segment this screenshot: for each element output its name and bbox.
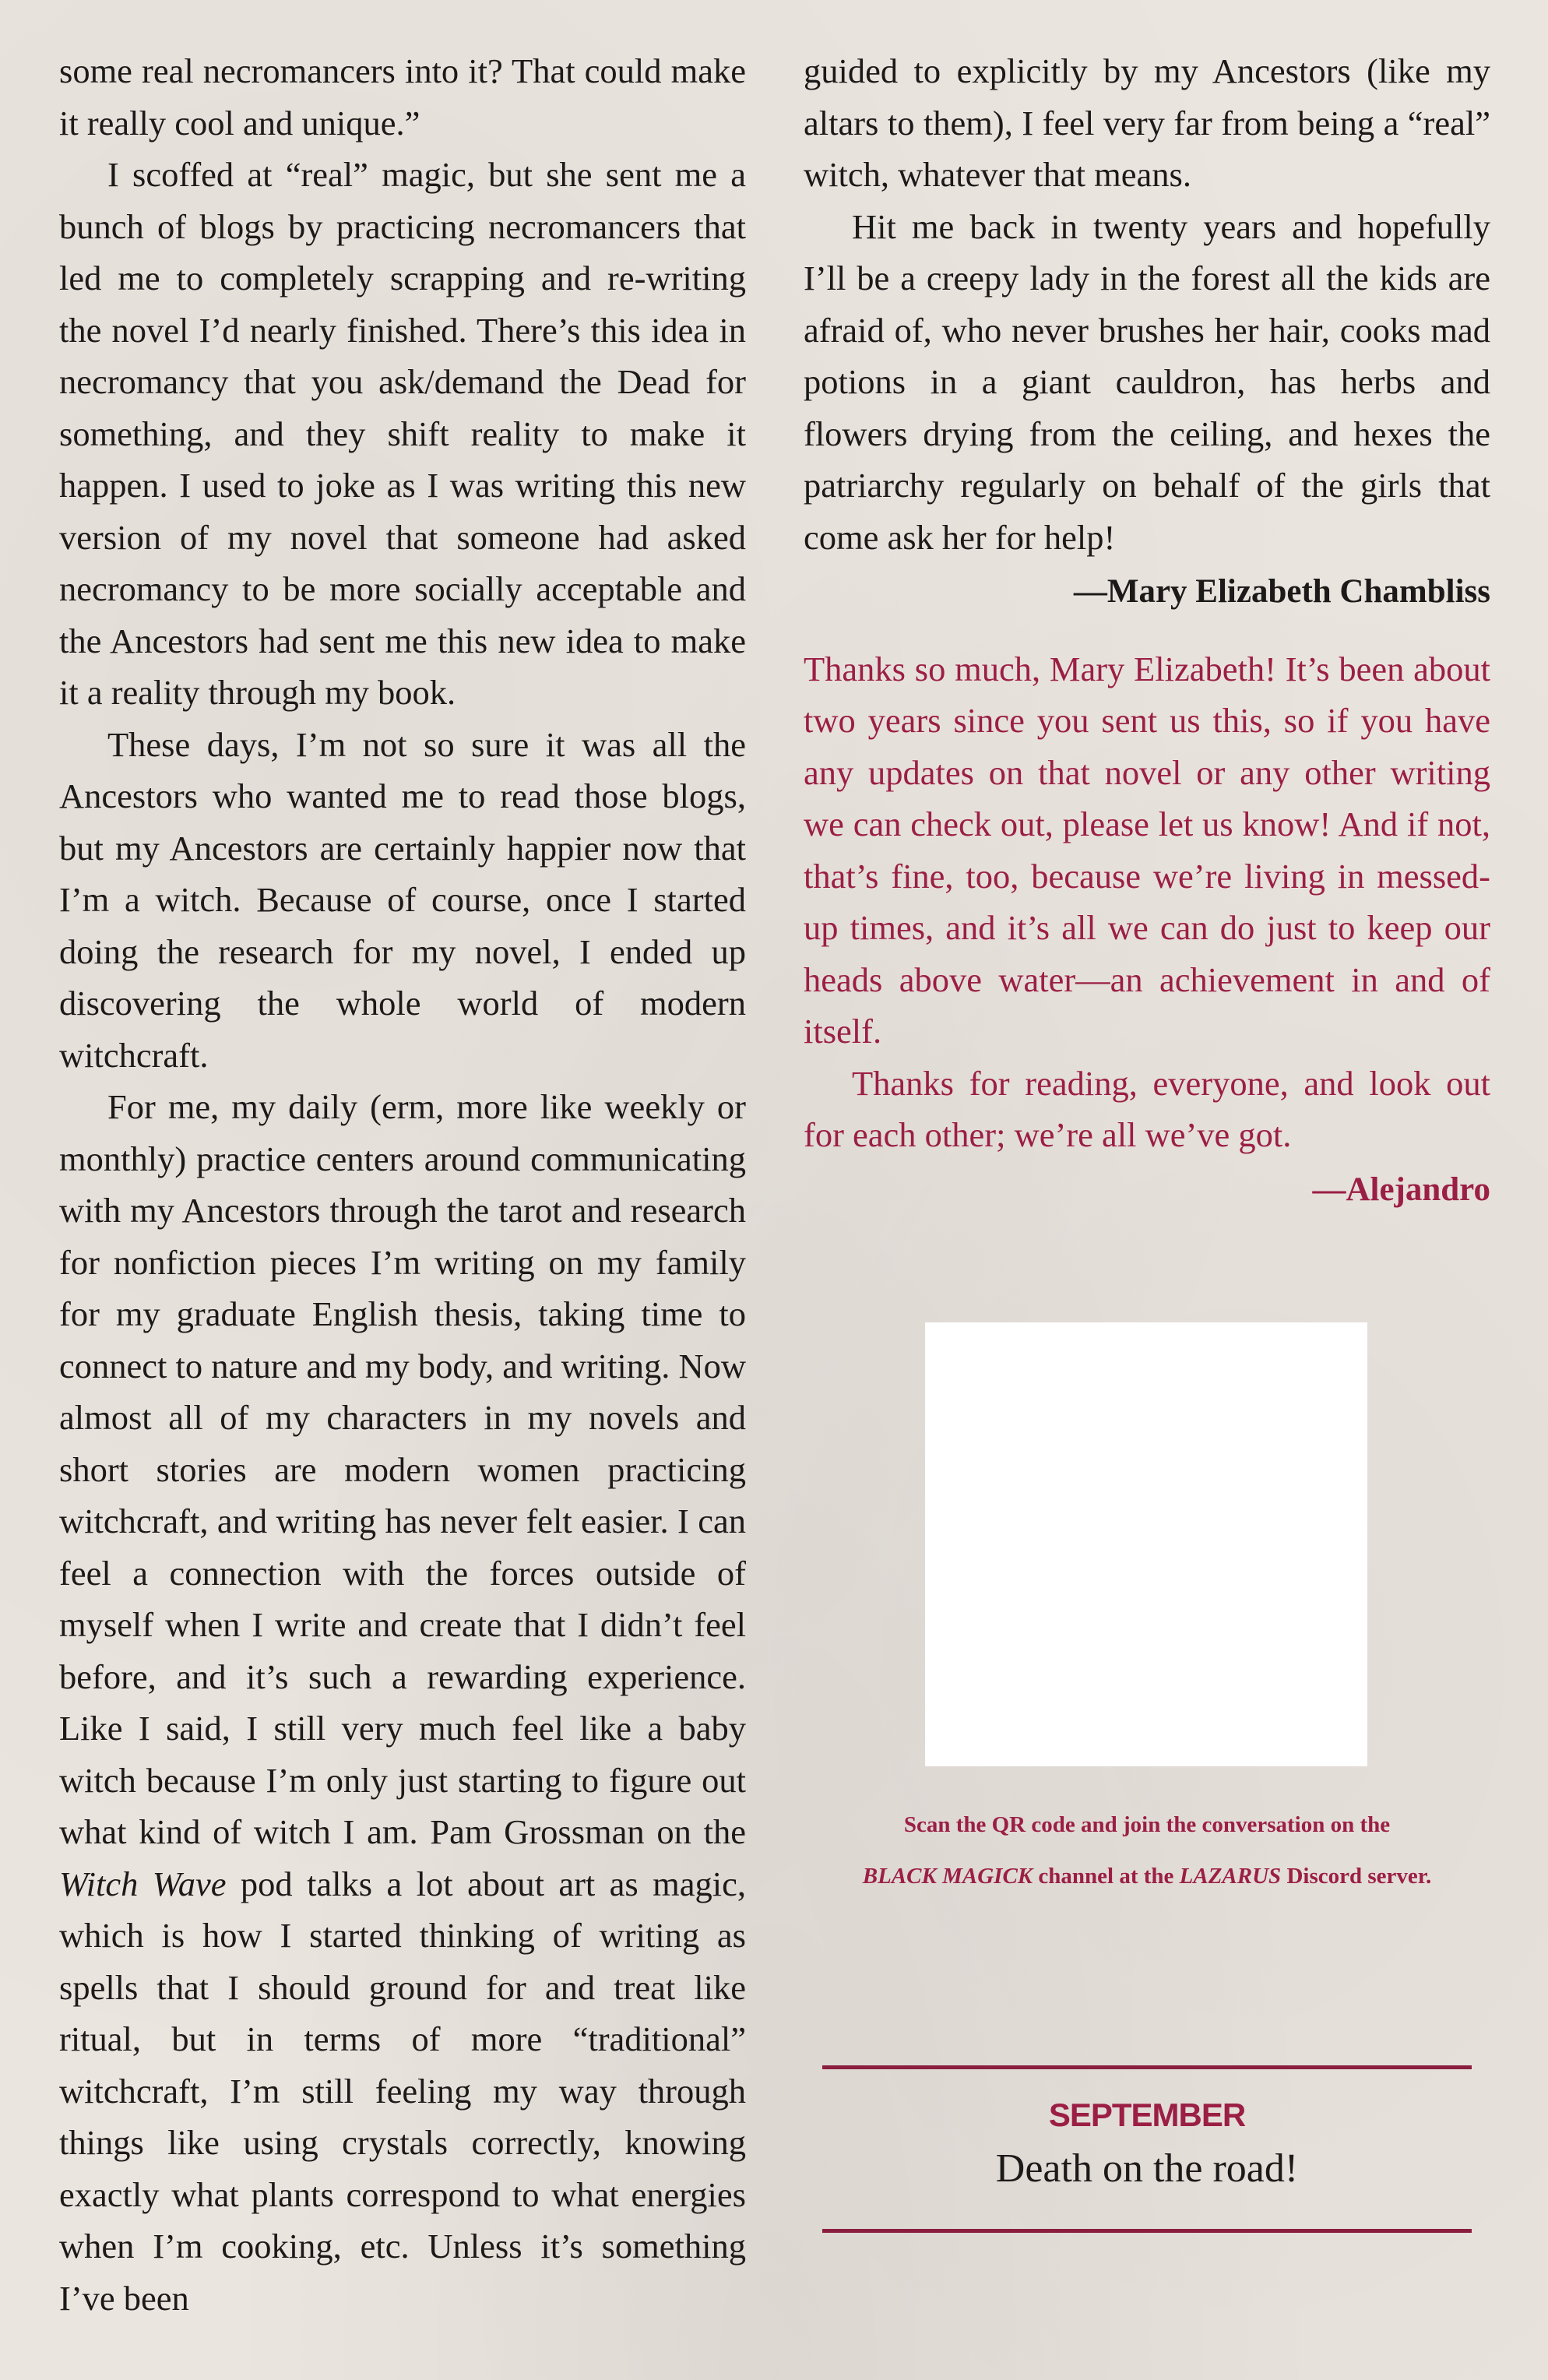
- qr-caption-line-2: [804, 1850, 1490, 1902]
- letter-paragraph: some real necromancers into it? That could make it really cool and unique.”: [59, 51, 746, 143]
- qr-caption-line-1: Scan the QR code and join the conversation on the: [903, 1812, 1391, 1837]
- editor-reply: [804, 643, 1490, 1216]
- channel-name: BLACK MAGICK: [862, 1864, 1033, 1889]
- letter-paragraph-text: pod talks a lot about art as magic, which is how I started thinking of writing as spells that I should ground for and treat like ritual, but in terms of more “traditional” witchcraft, I’m still feeling my way through things like using crystals correctly, knowing exactly what plants correspond to what energies when I’m cooking, etc. Unless it’s something I’ve been: [59, 1864, 747, 2318]
- letter-paragraph-text: For me, my daily (erm, more like weekly or monthly) practice centers around communicating with my Ancestors through the tarot and research for nonfiction pieces I’m writing on my family for my graduate English thesis, taking time to connect to nature and my body, and writing. Now almost all of my characters in my novels and short stories are modern women practicing witchcraft, and writing has never felt easier. I can feel a connection with the forces outside of myself when I write and create that I didn’t feel before, and it’s such a rewarding experience. Like I said, I still very much feel like a baby witch because I’m only just starting to figure out what kind of witch I am. Pam Grossman on the: [59, 1087, 746, 1851]
- qr-caption-text: channel at the: [1033, 1864, 1180, 1889]
- next-issue-teaser: Death on the road!: [995, 2146, 1299, 2191]
- divider-top: [822, 2065, 1472, 2069]
- qr-caption-text: Discord server.: [1281, 1864, 1432, 1889]
- letter-signature: —Mary Elizabeth Chambliss: [1073, 573, 1490, 610]
- letter-paragraph: guided to explicitly by my Ancestors (like my altars to them), I feel very far from being a “real” witch, whatever that means.: [804, 51, 1490, 194]
- letter-column-right: [804, 45, 1490, 1216]
- podcast-title: Witch Wave: [59, 1864, 227, 1903]
- reply-paragraph: Thanks so much, Mary Elizabeth! It’s been about two years since you sent us this, so if you have any updates on that novel or any other writing we can check out, please let us know! And if not, that’s fine, too, because we’re living in messed-up times, and it’s all we can do just to keep our heads above water—an achievement in and of itself.: [804, 649, 1490, 1051]
- letter-paragraph: [59, 1081, 746, 2324]
- divider-bottom: [822, 2229, 1472, 2233]
- reply-signature: —Alejandro: [1312, 1171, 1490, 1208]
- letter-paragraph: These days, I’m not so sure it was all the Ancestors who wanted me to read those blogs, but my Ancestors are certainly happier now that I’m a witch. Because of course, once I started doing the research for my novel, I ended up discovering the whole world of modern witchcraft.: [59, 724, 746, 1075]
- qr-caption: [804, 1799, 1490, 1902]
- letter-column-left: [59, 45, 746, 2324]
- reply-paragraph: Thanks for reading, everyone, and look out for each other; we’re all we’ve got.: [804, 1063, 1490, 1154]
- letter-paragraph: I scoffed at “real” magic, but she sent me a bunch of blogs by practicing necromancers that led me to completely scrapping and re-writing the novel I’d nearly finished. There’s this idea in necromancy that you ask/demand the Dead for something, and they shift reality to make it happen. I used to joke as I was writing this new version of my novel that someone had asked necromancy to be more socially acceptable and the Ancestors had sent me this new idea to make it a reality through my book.: [59, 155, 746, 712]
- letter-paragraph: Hit me back in twenty years and hopefully I’ll be a creepy lady in the forest all the kids are afraid of, who never brushes her hair, cooks mad potions in a giant cauldron, has herbs and flowers drying from the ceiling, and hexes the patriarchy regularly on behalf of the girls that come ask her for help!: [804, 206, 1490, 557]
- qr-code-placeholder[interactable]: [925, 1322, 1367, 1766]
- server-name: LAZARUS: [1179, 1864, 1282, 1889]
- next-issue-month: SEPTEMBER: [1048, 2097, 1246, 2133]
